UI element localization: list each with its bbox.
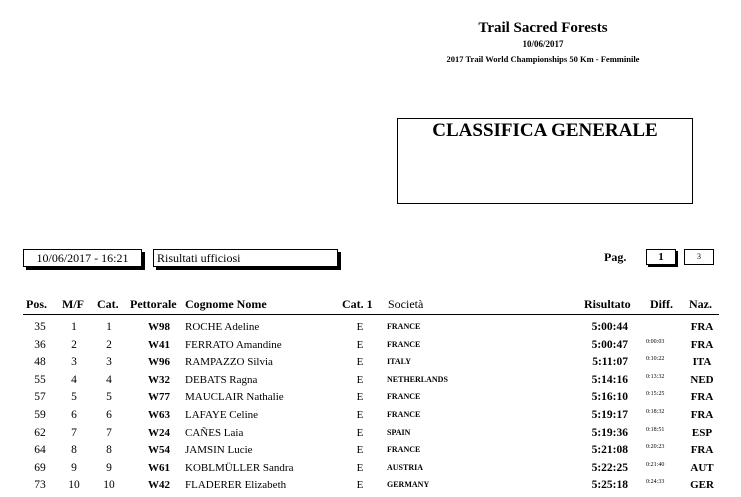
event-date: 10/06/2017	[522, 39, 564, 49]
cell-category: E	[356, 356, 364, 369]
cell-category: E	[356, 444, 364, 457]
cell-result: 5:22:25	[591, 461, 628, 474]
cell-mf-rank: 2	[71, 338, 77, 351]
cell-diff: 0:13:32	[646, 373, 665, 380]
cell-diff: 0:21:40	[646, 461, 665, 468]
header-naz: Naz.	[689, 297, 712, 311]
cell-diff: 0:18:32	[646, 409, 665, 415]
cell-bib: W77	[148, 391, 170, 404]
header-pos: Pos.	[26, 297, 47, 311]
page-label: Pag.	[604, 250, 627, 264]
header-name: Cognome Nome	[185, 297, 267, 311]
cell-name: KOBLMÜLLER Sandra	[185, 461, 294, 474]
header-risultato: Risultato	[584, 297, 631, 311]
cell-nation: GER	[690, 479, 714, 492]
header-pettorale: Pettorale	[130, 297, 177, 311]
header-diff: Diff.	[650, 297, 673, 311]
cell-result: 5:19:36	[591, 426, 628, 439]
cell-nation: FRA	[690, 338, 714, 351]
table-row	[0, 479, 741, 497]
cell-position: 35	[34, 321, 46, 333]
cell-category: E	[356, 426, 364, 439]
cell-diff: 0:00:03	[646, 338, 665, 345]
cell-societa: NETHERLANDS	[387, 374, 448, 384]
cell-mf-rank: 10	[68, 479, 80, 492]
cell-societa: FRANCE	[387, 339, 421, 349]
cell-bib: W61	[148, 461, 170, 474]
cell-result: 5:00:44	[591, 321, 628, 333]
page-total: 3	[684, 249, 714, 265]
cell-nation: NED	[690, 373, 714, 386]
table-row	[0, 339, 741, 357]
table-row	[0, 427, 741, 445]
header-cat1: Cat. 1	[342, 297, 373, 311]
header-societa: Società	[388, 297, 424, 311]
header-mf: M/F	[62, 297, 84, 311]
cell-bib: W24	[148, 426, 170, 439]
cell-position: 69	[34, 461, 46, 474]
cell-diff: 0:20:23	[646, 444, 665, 451]
cell-nation: ESP	[691, 426, 713, 439]
cell-result: 5:16:10	[591, 391, 628, 404]
cell-diff: 0:15:25	[646, 391, 665, 398]
cell-societa: ITALY	[387, 357, 412, 367]
table-row	[0, 409, 741, 427]
table-row	[0, 374, 741, 392]
table-row	[0, 356, 741, 374]
cell-name: JAMSIN Lucie	[185, 444, 253, 457]
cell-category: E	[356, 391, 364, 404]
cell-name: LAFAYE Celine	[185, 409, 259, 421]
cell-nation: FRA	[690, 409, 714, 421]
header-cat: Cat.	[97, 297, 119, 311]
cell-bib: W54	[148, 444, 170, 457]
cell-societa: FRANCE	[387, 410, 421, 419]
cell-societa: FRANCE	[387, 445, 421, 455]
cell-mf-rank: 6	[71, 409, 77, 421]
cell-bib: W96	[148, 356, 170, 369]
cell-category: E	[356, 409, 364, 421]
cell-diff: 0:24:33	[646, 479, 665, 486]
cell-position: 64	[34, 444, 46, 457]
cell-diff: 0:10:22	[646, 356, 665, 363]
cell-nation: FRA	[690, 391, 714, 404]
cell-societa: FRANCE	[387, 322, 421, 331]
cell-cat-rank: 9	[106, 461, 112, 474]
cell-mf-rank: 5	[71, 391, 77, 404]
event-title: Trail Sacred Forests	[478, 20, 608, 36]
cell-category: E	[356, 479, 364, 492]
cell-name: DEBATS Ragna	[185, 373, 258, 386]
cell-position: 55	[34, 373, 46, 386]
datetime-box: 10/06/2017 - 16:21	[23, 249, 142, 267]
cell-bib: W98	[148, 321, 170, 333]
cell-cat-rank: 7	[106, 426, 112, 439]
cell-position: 73	[34, 479, 46, 492]
cell-nation: FRA	[690, 321, 714, 333]
cell-result: 5:19:17	[591, 409, 628, 421]
cell-societa: AUSTRIA	[387, 462, 424, 472]
cell-societa: FRANCE	[387, 392, 421, 402]
cell-position: 48	[34, 356, 46, 369]
cell-category: E	[356, 373, 364, 386]
page-current: 1	[646, 249, 676, 265]
header-rule	[23, 314, 719, 315]
cell-cat-rank: 4	[106, 373, 112, 386]
cell-position: 57	[34, 391, 46, 404]
cell-cat-rank: 6	[106, 409, 112, 421]
cell-position: 59	[34, 409, 46, 421]
cell-mf-rank: 9	[71, 461, 77, 474]
cell-mf-rank: 8	[71, 444, 77, 457]
cell-bib: W63	[148, 409, 170, 421]
cell-result: 5:11:07	[592, 356, 628, 369]
event-subtitle: 2017 Trail World Championships 50 Km - Femminile	[446, 54, 640, 64]
cell-category: E	[356, 461, 364, 474]
cell-cat-rank: 5	[106, 391, 112, 404]
cell-bib: W41	[148, 338, 170, 351]
cell-mf-rank: 3	[71, 356, 77, 369]
cell-mf-rank: 1	[71, 321, 77, 333]
cell-societa: SPAIN	[387, 427, 411, 437]
cell-result: 5:25:18	[591, 479, 628, 492]
cell-name: RAMPAZZO Silvia	[185, 356, 273, 369]
cell-result: 5:14:16	[591, 373, 628, 386]
cell-name: MAUCLAIR Nathalie	[185, 391, 284, 404]
cell-cat-rank: 10	[103, 479, 115, 492]
cell-cat-rank: 1	[106, 321, 112, 333]
cell-nation: ITA	[692, 356, 712, 369]
table-row	[0, 321, 741, 339]
cell-result: 5:21:08	[591, 444, 628, 457]
cell-name: FLADERER Elizabeth	[185, 479, 287, 492]
cell-name: FERRATO Amandine	[185, 338, 282, 351]
cell-nation: AUT	[690, 461, 714, 474]
table-row	[0, 391, 741, 409]
cell-position: 36	[34, 338, 46, 351]
cell-cat-rank: 8	[106, 444, 112, 457]
cell-mf-rank: 7	[71, 426, 77, 439]
cell-cat-rank: 2	[106, 338, 112, 351]
cell-societa: GERMANY	[387, 480, 430, 490]
cell-name: CAÑES Laia	[185, 426, 244, 439]
cell-position: 62	[34, 426, 46, 439]
cell-mf-rank: 4	[71, 373, 77, 386]
cell-diff: 0:18:51	[646, 426, 665, 433]
cell-result: 5:00:47	[591, 338, 628, 351]
table-row	[0, 462, 741, 480]
cell-category: E	[356, 338, 364, 351]
cell-bib: W32	[148, 373, 170, 386]
cell-category: E	[356, 321, 364, 333]
classifica-title: CLASSIFICA GENERALE	[432, 120, 658, 141]
cell-nation: FRA	[690, 444, 714, 457]
cell-bib: W42	[148, 479, 170, 492]
status-box: Risultati ufficiosi	[153, 249, 338, 267]
table-row	[0, 444, 741, 462]
cell-cat-rank: 3	[106, 356, 112, 369]
cell-name: ROCHE Adeline	[185, 321, 260, 333]
